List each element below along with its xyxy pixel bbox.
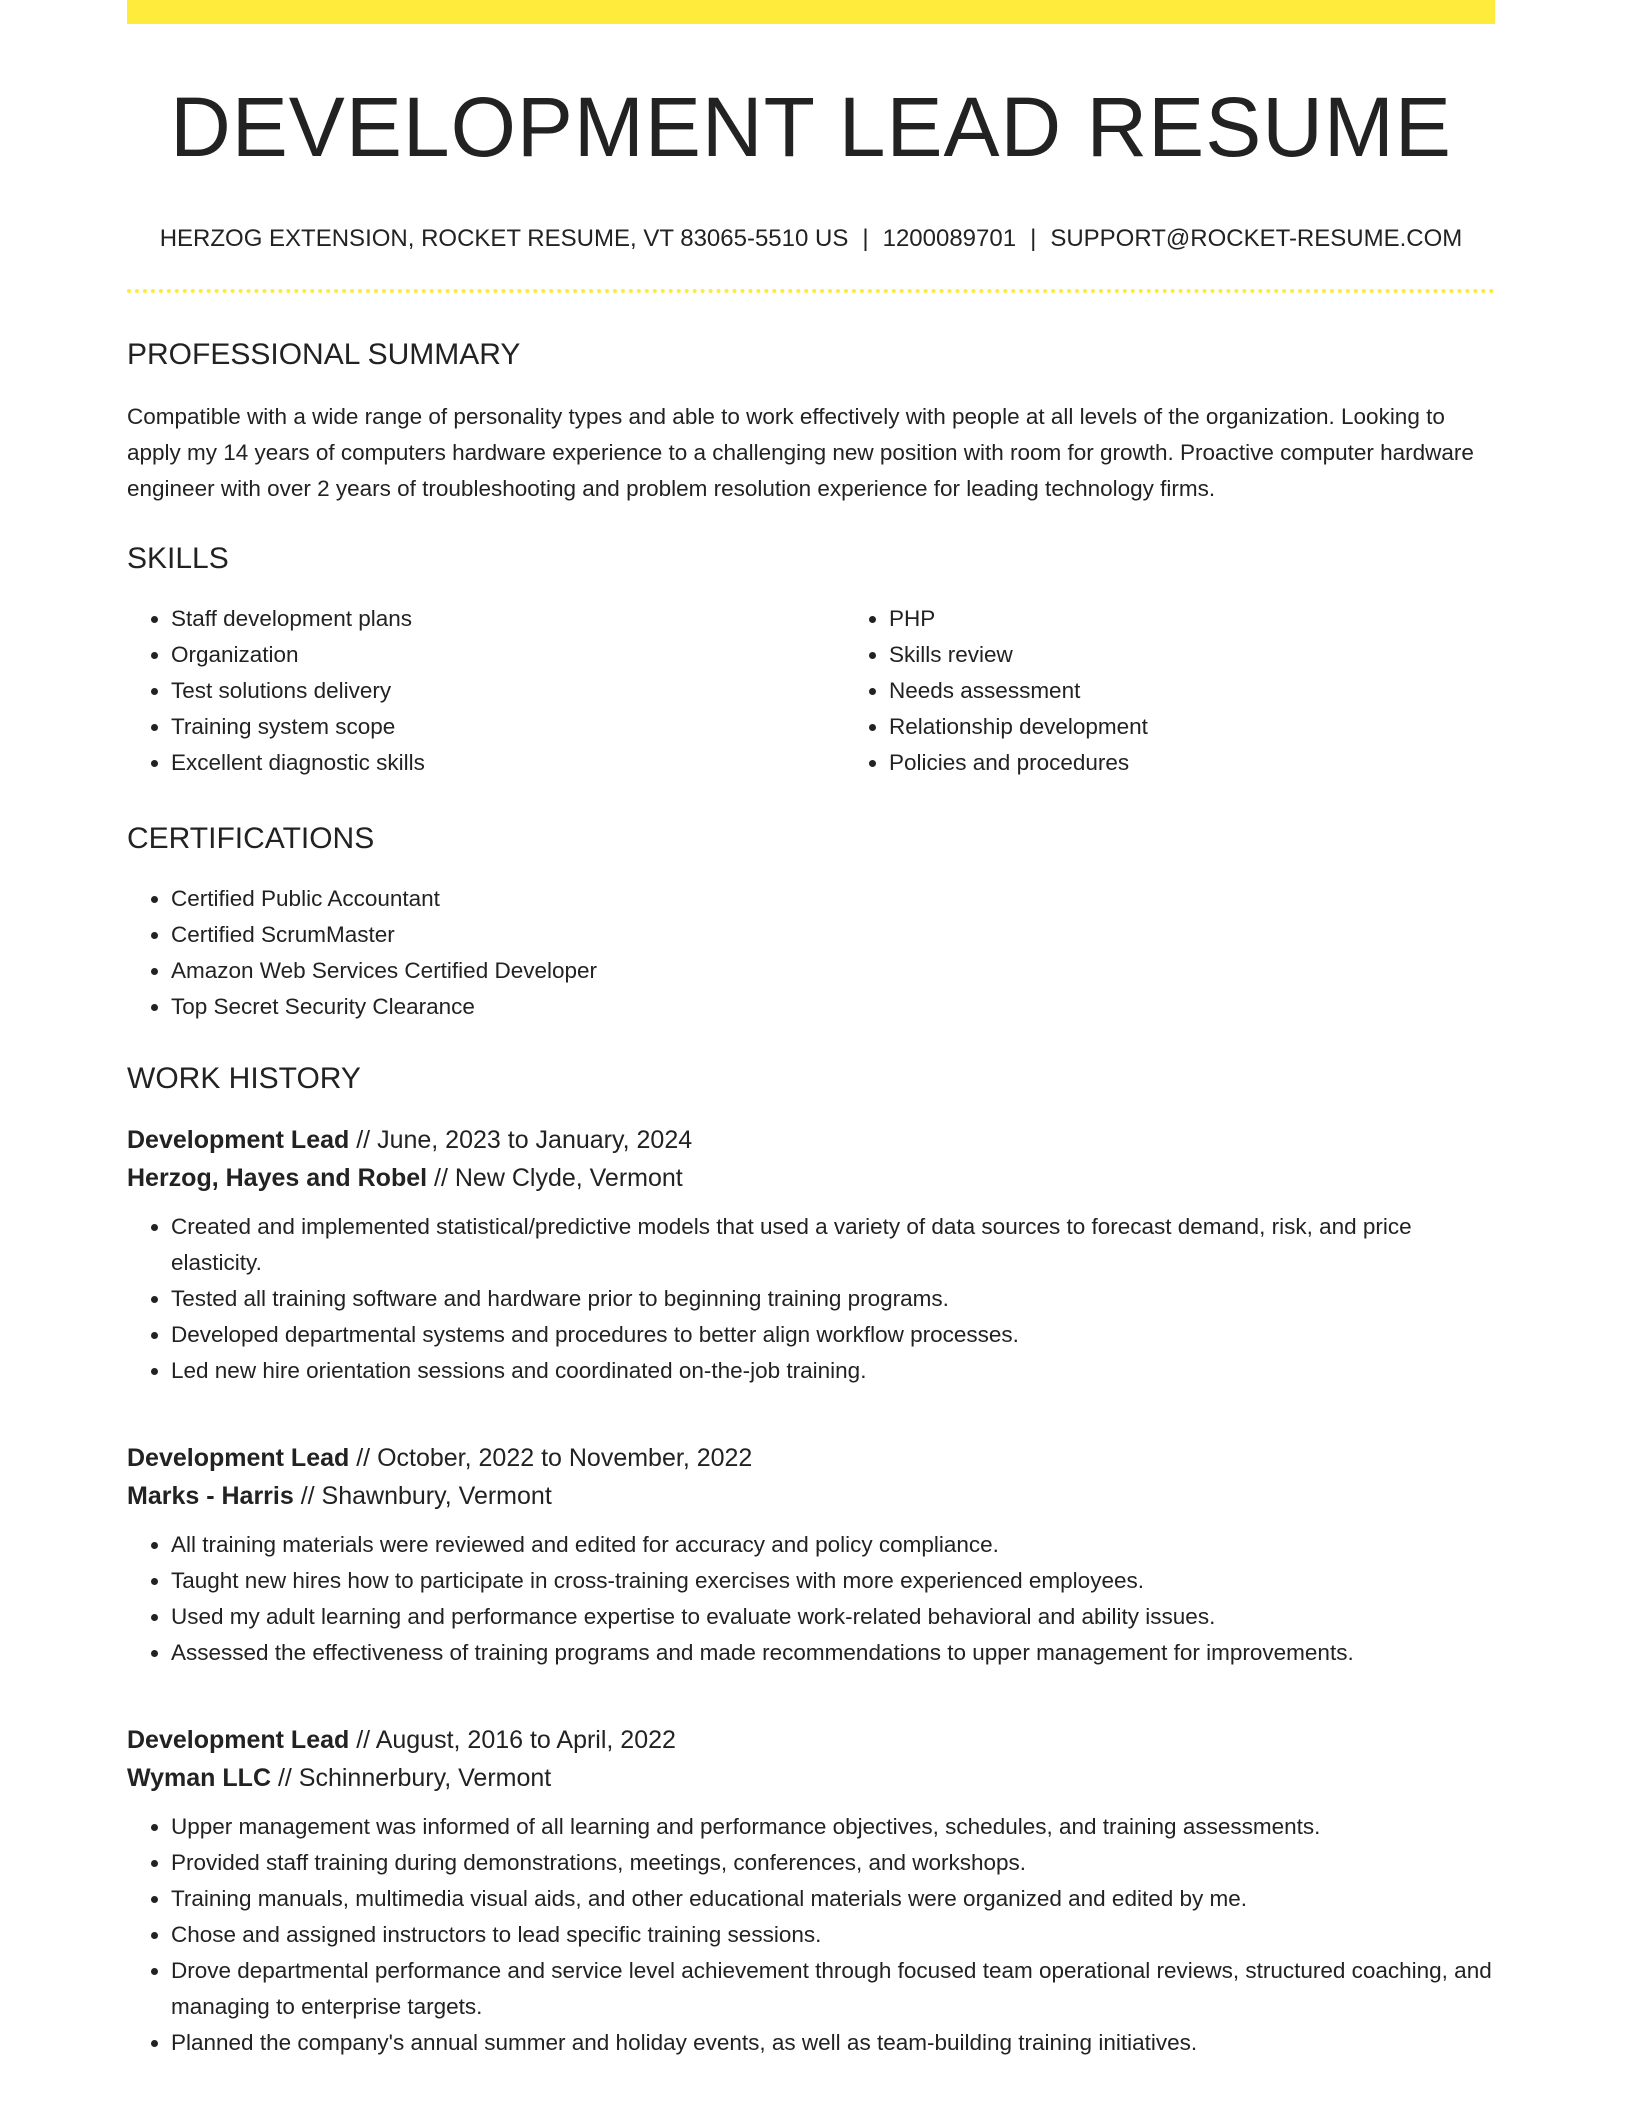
job-separator: // bbox=[349, 1444, 378, 1473]
job-bullet: • Planned the company's annual summer and holiday events, as well as team-building training initiatives. bbox=[171, 2025, 1495, 2061]
job-dates: October, 2022 to November, 2022 bbox=[377, 1444, 753, 1473]
top-accent-bar bbox=[127, 0, 1495, 24]
job-title: Development Lead bbox=[127, 1444, 350, 1473]
job-bullet: • Upper management was informed of all learning and performance objectives, schedules, and training assessments. bbox=[171, 1809, 1495, 1845]
job-company: Herzog, Hayes and Robel bbox=[127, 1164, 428, 1193]
job-bullets bbox=[127, 1209, 1495, 1389]
dotted-divider bbox=[127, 289, 1495, 293]
job-separator: // bbox=[271, 1764, 299, 1793]
skill-item: • Policies and procedures bbox=[889, 745, 1563, 781]
job-bullet: • Drove departmental performance and service level achievement through focused team operational reviews, structured coaching, and managing to enterprise targets. bbox=[171, 1953, 1495, 2025]
certification-item: • Amazon Web Services Certified Developer bbox=[171, 953, 1495, 989]
job-bullet: • Taught new hires how to participate in cross-training exercises with more experienced employees. bbox=[171, 1563, 1495, 1599]
job-company-line bbox=[127, 1759, 1495, 1797]
skills-heading: SKILLS bbox=[127, 542, 229, 576]
skill-item: • PHP bbox=[889, 601, 1563, 637]
skill-item: • Test solutions delivery bbox=[171, 673, 845, 709]
contact-address: HERZOG EXTENSION, ROCKET RESUME, VT 83065-5510 US bbox=[159, 225, 849, 253]
job-location: Schinnerbury, Vermont bbox=[298, 1764, 552, 1793]
resume-page bbox=[127, 0, 1495, 2061]
job-bullet: • Provided staff training during demonstrations, meetings, conferences, and workshops. bbox=[171, 1845, 1495, 1881]
skill-item: • Organization bbox=[171, 637, 845, 673]
job-bullet: • Tested all training software and hardware prior to beginning training programs. bbox=[171, 1281, 1495, 1317]
skill-item: • Relationship development bbox=[889, 709, 1563, 745]
job-title: Development Lead bbox=[127, 1726, 350, 1755]
job-company: Wyman LLC bbox=[127, 1764, 271, 1793]
job-bullet: • Assessed the effectiveness of training programs and made recommendations to upper management for improvements. bbox=[171, 1635, 1495, 1671]
certifications-heading: CERTIFICATIONS bbox=[127, 822, 375, 856]
job-bullet: • Used my adult learning and performance expertise to evaluate work-related behavioral and ability issues. bbox=[171, 1599, 1495, 1635]
job-location: New Clyde, Vermont bbox=[454, 1164, 683, 1193]
certification-item: • Certified ScrumMaster bbox=[171, 917, 1495, 953]
contact-email: SUPPORT@ROCKET-RESUME.COM bbox=[1050, 225, 1463, 253]
job-company-line bbox=[127, 1159, 1495, 1197]
job-bullet: • All training materials were reviewed and edited for accuracy and policy compliance. bbox=[171, 1527, 1495, 1563]
job-company: Marks - Harris bbox=[127, 1482, 294, 1511]
contact-line bbox=[127, 225, 1495, 253]
job-bullet: • Led new hire orientation sessions and coordinated on-the-job training. bbox=[171, 1353, 1495, 1389]
job-separator: // bbox=[349, 1726, 376, 1755]
contact-phone: 1200089701 bbox=[882, 225, 1017, 253]
certification-item: • Certified Public Accountant bbox=[171, 881, 1495, 917]
job-separator: // bbox=[427, 1164, 455, 1193]
job-bullets bbox=[127, 1809, 1495, 2061]
job-bullet: • Created and implemented statistical/predictive models that used a variety of data sources to forecast demand, risk, and price elasticity. bbox=[171, 1209, 1495, 1281]
contact-separator: | bbox=[862, 225, 869, 253]
skill-item: • Skills review bbox=[889, 637, 1563, 673]
job-separator: // bbox=[349, 1126, 378, 1155]
job-title-line bbox=[127, 1721, 1495, 1759]
work-history-heading: WORK HISTORY bbox=[127, 1062, 361, 1096]
job-dates: August, 2016 to April, 2022 bbox=[375, 1726, 676, 1755]
skill-item: • Training system scope bbox=[171, 709, 845, 745]
job-title: Development Lead bbox=[127, 1126, 350, 1155]
job-separator: // bbox=[293, 1482, 322, 1511]
job-bullet: • Chose and assigned instructors to lead specific training sessions. bbox=[171, 1917, 1495, 1953]
job-title-line bbox=[127, 1121, 1495, 1159]
job-bullet: • Developed departmental systems and procedures to better align workflow processes. bbox=[171, 1317, 1495, 1353]
job-entry bbox=[127, 1439, 1495, 1671]
skills-list-left bbox=[127, 601, 845, 781]
job-bullets bbox=[127, 1527, 1495, 1671]
job-entry bbox=[127, 1721, 1495, 2061]
skill-item: • Needs assessment bbox=[889, 673, 1563, 709]
skill-item: • Excellent diagnostic skills bbox=[171, 745, 845, 781]
skills-columns bbox=[127, 577, 1495, 781]
skills-list-right bbox=[845, 601, 1563, 781]
job-location: Shawnbury, Vermont bbox=[321, 1482, 552, 1511]
page-title: DEVELOPMENT LEAD RESUME bbox=[170, 80, 1452, 174]
job-company-line bbox=[127, 1477, 1495, 1515]
job-entry bbox=[127, 1121, 1495, 1389]
job-title-line bbox=[127, 1439, 1495, 1477]
certifications-list bbox=[127, 881, 1495, 1025]
certification-item: • Top Secret Security Clearance bbox=[171, 989, 1495, 1025]
summary-heading: PROFESSIONAL SUMMARY bbox=[127, 338, 521, 372]
job-bullet: • Training manuals, multimedia visual aids, and other educational materials were organized and edited by me. bbox=[171, 1881, 1495, 1917]
summary-text: Compatible with a wide range of personality types and able to work effectively with people at all levels of the organization. Looking to apply my 14 years of computers hardware experience to a challenging new position with room for growth. Proactive computer hardware engineer with over 2 years of troubleshooting and problem resolution experience for leading technology firms. bbox=[127, 404, 1474, 502]
skill-item: • Staff development plans bbox=[171, 601, 845, 637]
contact-separator: | bbox=[1030, 225, 1037, 253]
job-dates: June, 2023 to January, 2024 bbox=[377, 1126, 693, 1155]
